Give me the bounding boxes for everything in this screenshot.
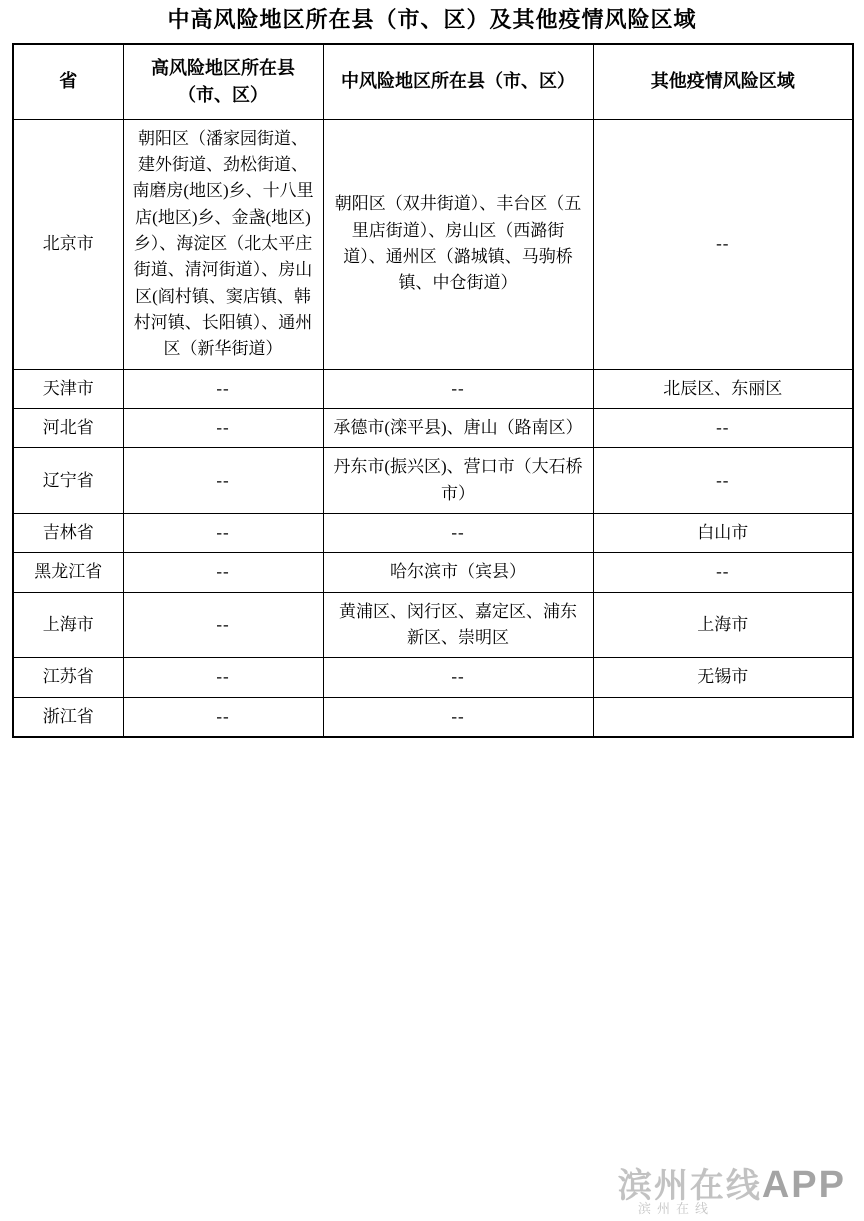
cell-province: 吉林省 [13,514,123,553]
page-title: 中高风险地区所在县（市、区）及其他疫情风险区域 [167,7,697,32]
cell-mid-risk: 承德市(滦平县)、唐山（路南区） [323,409,593,448]
table-row [13,514,853,553]
table-row [13,553,853,592]
cell-mid-risk: -- [323,514,593,553]
cell-mid-risk: 哈尔滨市（宾县） [323,553,593,592]
cell-high-risk: -- [123,448,323,514]
cell-mid-risk: -- [323,697,593,737]
cell-other-risk: 上海市 [593,592,853,658]
risk-area-table [12,43,854,739]
table-row [13,697,853,737]
column-header-province: 省 [13,44,123,120]
watermark-subtext: 滨州在线 [637,1201,714,1216]
table-header [13,44,853,120]
column-header-other-risk: 其他疫情风险区域 [593,44,853,120]
cell-mid-risk: 丹东市(振兴区)、营口市（大石桥市） [323,448,593,514]
cell-province: 辽宁省 [13,448,123,514]
cell-high-risk: -- [123,592,323,658]
cell-mid-risk: 黄浦区、闵行区、嘉定区、浦东新区、崇明区 [323,592,593,658]
cell-high-risk: -- [123,369,323,408]
column-header-high-risk: 高风险地区所在县（市、区） [123,44,323,120]
table-header-row [13,44,853,120]
cell-province: 天津市 [13,369,123,408]
cell-province: 黑龙江省 [13,553,123,592]
cell-mid-risk: -- [323,369,593,408]
table-row [13,119,853,369]
cell-other-risk: 无锡市 [593,658,853,697]
table-row [13,448,853,514]
table-row [13,369,853,408]
cell-mid-risk: 朝阳区（双井街道）、丰台区（五里店街道）、房山区（西潞街道）、通州区（潞城镇、马驹桥镇、中仓街道） [323,119,593,369]
cell-province: 浙江省 [13,697,123,737]
table-row [13,592,853,658]
watermark-app: APP [761,1164,846,1206]
watermark-brand: 滨州在线 [617,1167,762,1205]
cell-other-risk: 北辰区、东丽区 [593,369,853,408]
cell-province: 河北省 [13,409,123,448]
cell-high-risk: -- [123,658,323,697]
cell-high-risk: 朝阳区（潘家园街道、建外街道、劲松街道、南磨房(地区)乡、十八里店(地区)乡、金盏(地区)乡）、海淀区（北太平庄街道、清河街道）、房山区(阎村镇、窦店镇、韩村河镇、长阳镇）、通州区（新华街道） [123,119,323,369]
cell-other-risk: 白山市 [593,514,853,553]
cell-other-risk: -- [593,553,853,592]
table-row [13,658,853,697]
cell-high-risk: -- [123,514,323,553]
cell-high-risk: -- [123,553,323,592]
column-header-mid-risk: 中风险地区所在县（市、区） [323,44,593,120]
cell-province: 北京市 [13,119,123,369]
table-row [13,409,853,448]
cell-province: 上海市 [13,592,123,658]
watermark-logo [618,1158,846,1207]
cell-province: 江苏省 [13,658,123,697]
table-body [13,119,853,737]
cell-other-risk: -- [593,448,853,514]
cell-high-risk: -- [123,409,323,448]
cell-other-risk: -- [593,409,853,448]
cell-other-risk: -- [593,119,853,369]
cell-high-risk: -- [123,697,323,737]
cell-other-risk [593,697,853,737]
cell-mid-risk: -- [323,658,593,697]
